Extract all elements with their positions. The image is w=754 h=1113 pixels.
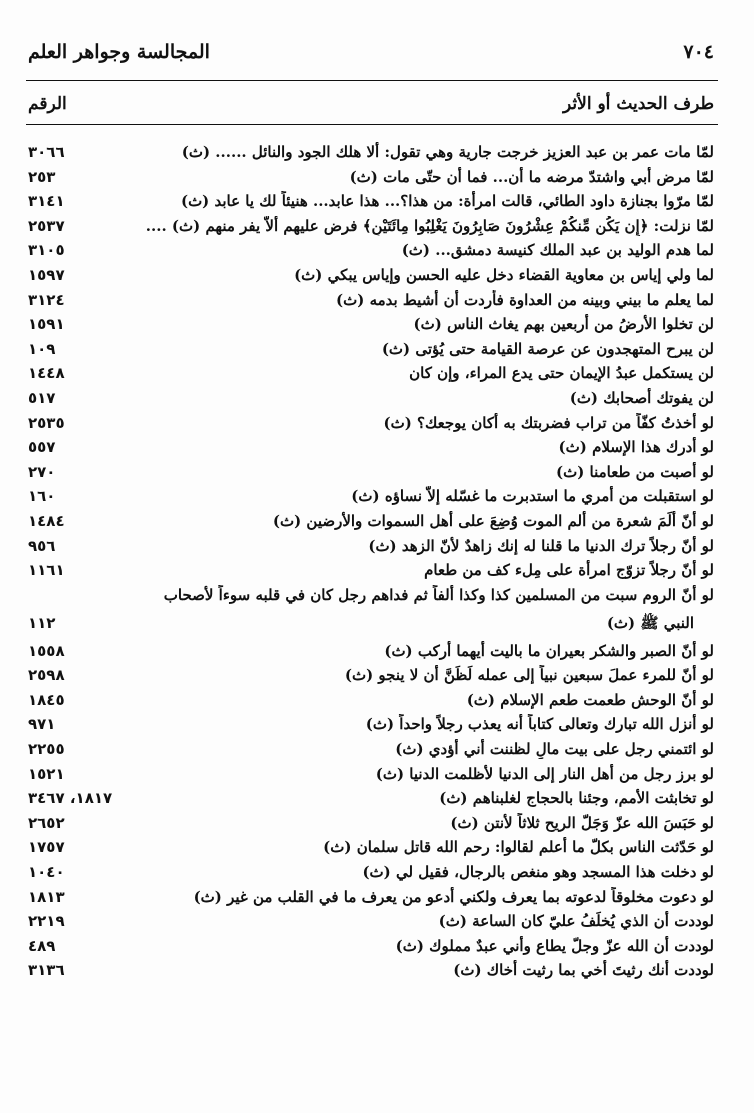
- page-number: ٧٠٤: [683, 41, 714, 63]
- entry-ref-number: ١٨١٣: [28, 887, 65, 906]
- index-entry: [26, 663, 718, 688]
- entry-ref-number: ١٠٩: [28, 339, 56, 358]
- column-header: [28, 90, 714, 118]
- entry-ref-number: ٢٦٥٢: [28, 813, 65, 832]
- entry-text: لمّا مات عمر بن عبد العزيز خرجت جارية وهي تقول: ألا هلك الجود والنائل ...... (ث): [181, 143, 714, 161]
- entry-ref-number: ١٥٥٨: [28, 641, 65, 660]
- index-entry: [26, 688, 718, 713]
- entry-text: لن يستكمل عبدُ الإيمان حتى يدع المراء، وإن كان: [409, 364, 714, 383]
- entry-ref-number: ٩٧١: [28, 715, 56, 734]
- entry-text: النبي ﷺ (ث): [606, 613, 694, 632]
- entry-ref-number: ١٤٨٤: [28, 511, 65, 530]
- index-entry: [26, 411, 718, 436]
- entry-text: لو أصبت من طعامنا (ث): [555, 462, 714, 481]
- index-entry: [26, 712, 718, 737]
- index-list: [26, 140, 718, 983]
- entry-text: لو أخذتُ كفّاً من تراب فضربتك به أكان يوجعك؟ (ث): [383, 413, 714, 432]
- entry-ref-number: ١٦٠: [28, 487, 56, 506]
- index-entry: [26, 583, 718, 611]
- entry-text: لو دعوت مخلوقاً لدعوته بما يعرف ولكني أدعو من يعرف ما في القلب من غير (ث): [193, 887, 714, 906]
- entry-ref-number: ١٨٤٥: [28, 690, 65, 709]
- entry-ref-number: ١١٢: [28, 613, 56, 632]
- entry-text: لو أنّ رجلاً تزوّج امرأة على مِلء كف من طعام: [424, 561, 714, 580]
- index-entry: [26, 484, 718, 509]
- entry-text: لما هدم الوليد بن عبد الملك كنيسة دمشق... (ث): [401, 241, 714, 260]
- entry-text: لن يبرح المتهجدون عن عرصة القيامة حتى يُؤتى (ث): [381, 339, 714, 358]
- entry-text: لوددت أن الذي يُخلَفُ عليّ كان الساعة (ث): [438, 912, 714, 931]
- entry-ref-number: ٣١٤١: [28, 192, 65, 211]
- index-entry: [26, 386, 718, 411]
- entry-ref-number: ٣١٢٤: [28, 290, 65, 309]
- entry-text: لو استقبلت من أمري ما استدبرت ما غسّله إلاّ نساؤه (ث): [351, 487, 714, 506]
- entry-text: لوددت أنك رثيتَ أخي بما رثيت أخاك (ث): [453, 961, 714, 980]
- header-rule: [26, 124, 718, 125]
- index-entry: [26, 762, 718, 787]
- top-rule: [26, 80, 718, 81]
- entry-ref-number: ٢٧٠: [28, 462, 56, 481]
- column-header-text: طرف الحديث أو الأثر: [563, 94, 714, 114]
- entry-ref-number: ٢٥٣٧: [28, 216, 65, 235]
- entry-text: لو ائتمني رجل على بيت مالٍ لظننت أني أؤدي (ث): [395, 740, 714, 759]
- entry-text: لو أنّ الصبر والشكر بعيران ما باليت أيهما أركب (ث): [384, 641, 714, 660]
- index-entry: [26, 509, 718, 534]
- entry-text: لو دخلت هذا المسجد وهو منغص بالرجال، فقيل لي (ث): [362, 863, 714, 882]
- entry-ref-number: ١٤٤٨: [28, 364, 65, 383]
- column-header-ref: الرقم: [28, 94, 67, 114]
- index-entry: [26, 909, 718, 934]
- index-entry: [26, 534, 718, 559]
- entry-text: لن يفوتك أصحابك (ث): [569, 388, 714, 407]
- index-entry: [26, 639, 718, 664]
- index-entry: [26, 312, 718, 337]
- entry-ref-number: ١٥٩١: [28, 315, 65, 334]
- entry-ref-number: ١٧٥٧: [28, 838, 65, 857]
- book-title: المجالسة وجواهر العلم: [28, 41, 210, 63]
- entry-text: لو أنّ رجلاً ترك الدنيا ما قلنا له إنك زاهدٌ لأنّ الزهد (ث): [368, 536, 714, 555]
- index-entry: [26, 435, 718, 460]
- index-entry: [26, 958, 718, 983]
- entry-text: لو حَبَسَ الله عزّ وَجَلّ الريح ثلاثاً لأنتن (ث): [450, 813, 714, 832]
- index-entry: [26, 786, 718, 811]
- index-entry: [26, 288, 718, 313]
- entry-text: لمّا نزلت: ﴿إِن يَكُن مِّنكُمْ عِشْرُونَ صَابِرُونَ يَغْلِبُوا مِائَتَيْنِ﴾ فرض عليهم ألاّ يفر منهم (ث) ....: [145, 216, 714, 235]
- index-entry: [26, 885, 718, 910]
- entry-ref-number: ٩٥٦: [28, 536, 56, 555]
- index-entry: [26, 238, 718, 263]
- index-entry: [26, 337, 718, 362]
- index-entry: [26, 860, 718, 885]
- index-entry: [26, 737, 718, 762]
- entry-ref-number: ١٥٩٧: [28, 265, 65, 284]
- entry-ref-number: ١٨١٧، ٣٤٦٧: [28, 789, 113, 808]
- entry-text: لو أنّ الوحش طعمت طعم الإسلام (ث): [466, 690, 714, 709]
- entry-text: لو أنّ الروم سبت من المسلمين كذا وكذا ألفاً ثم فداهم رجل كان في قلبه سوءاً لأصحاب: [163, 585, 714, 604]
- entry-text: لما ولي إياس بن معاوية القضاء دخل عليه الحسن وإياس يبكي (ث): [294, 265, 714, 284]
- entry-ref-number: ٢٥٣٥: [28, 413, 65, 432]
- entry-ref-number: ١٠٤٠: [28, 863, 65, 882]
- entry-text: لو حَدّثت الناس بكلّ ما أعلم لقالوا: رحم الله قاتل سلمان (ث): [323, 838, 714, 857]
- entry-ref-number: ٢٥٩٨: [28, 666, 65, 685]
- entry-text: لمّا مرّوا بجنازة داود الطائي، قالت امرأة: من هذا؟... هذا عابد... هنيئاً لك يا عابد (ث): [180, 192, 714, 211]
- entry-text: لو أنزل الله تبارك وتعالى كتاباً أنه يعذب رجلاً واحداً (ث): [365, 715, 714, 734]
- entry-ref-number: ١١٦١: [28, 561, 65, 580]
- entry-text: لو برز رجل من أهل النار إلى الدنيا لأظلمت الدنيا (ث): [375, 764, 714, 783]
- index-entry: [26, 811, 718, 836]
- entry-ref-number: ٣٠٦٦: [28, 143, 65, 161]
- entry-text: لما يعلم ما بيني وبينه من العداوة فأردت أن أشيط بدمه (ث): [336, 290, 714, 309]
- running-head: [28, 34, 714, 70]
- entry-text: لو تخابثت الأمم، وجئنا بالحجاج لغلبناهم (ث): [439, 789, 714, 808]
- index-entry: [26, 165, 718, 190]
- entry-text: لو أنّ ألَمَ شعرة من ألم الموت وُضِعَ على أهل السموات والأرضين (ث): [272, 511, 714, 530]
- entry-ref-number: ٤٨٩: [28, 936, 56, 955]
- entry-text: لمّا مرض أبي واشتدّ مرضه ما أن... فما أن حتّى مات (ث): [349, 167, 714, 186]
- index-entry: [26, 140, 718, 165]
- index-entry: [26, 611, 718, 639]
- index-entry: [26, 189, 718, 214]
- index-entry: [26, 835, 718, 860]
- entry-ref-number: ٢٢٥٥: [28, 740, 65, 759]
- entry-ref-number: ١٥٢١: [28, 764, 65, 783]
- entry-text: لن تخلوا الأرضُ من أربعين بهم يغاث الناس (ث): [413, 315, 714, 334]
- index-entry: [26, 263, 718, 288]
- entry-ref-number: ٣١٣٦: [28, 961, 65, 980]
- entry-ref-number: ٢٢١٩: [28, 912, 65, 931]
- entry-text: لوددت أن الله عزّ وجلّ يطاع وأني عبدٌ مملوك (ث): [395, 936, 714, 955]
- index-entry: [26, 934, 718, 959]
- index-entry: [26, 460, 718, 485]
- index-entry: [26, 361, 718, 386]
- entry-ref-number: ٥١٧: [28, 388, 56, 407]
- entry-text: لو أدرك هذا الإسلام (ث): [558, 438, 714, 457]
- index-entry: [26, 214, 718, 239]
- entry-ref-number: ٣١٠٥: [28, 241, 65, 260]
- entry-ref-number: ٥٥٧: [28, 438, 56, 457]
- index-entry: [26, 558, 718, 583]
- entry-text: لو أنّ للمرء عملَ سبعين نبياً إلى عمله لَظَنَّ أن لا ينجو (ث): [344, 666, 714, 685]
- entry-ref-number: ٢٥٣: [28, 167, 56, 186]
